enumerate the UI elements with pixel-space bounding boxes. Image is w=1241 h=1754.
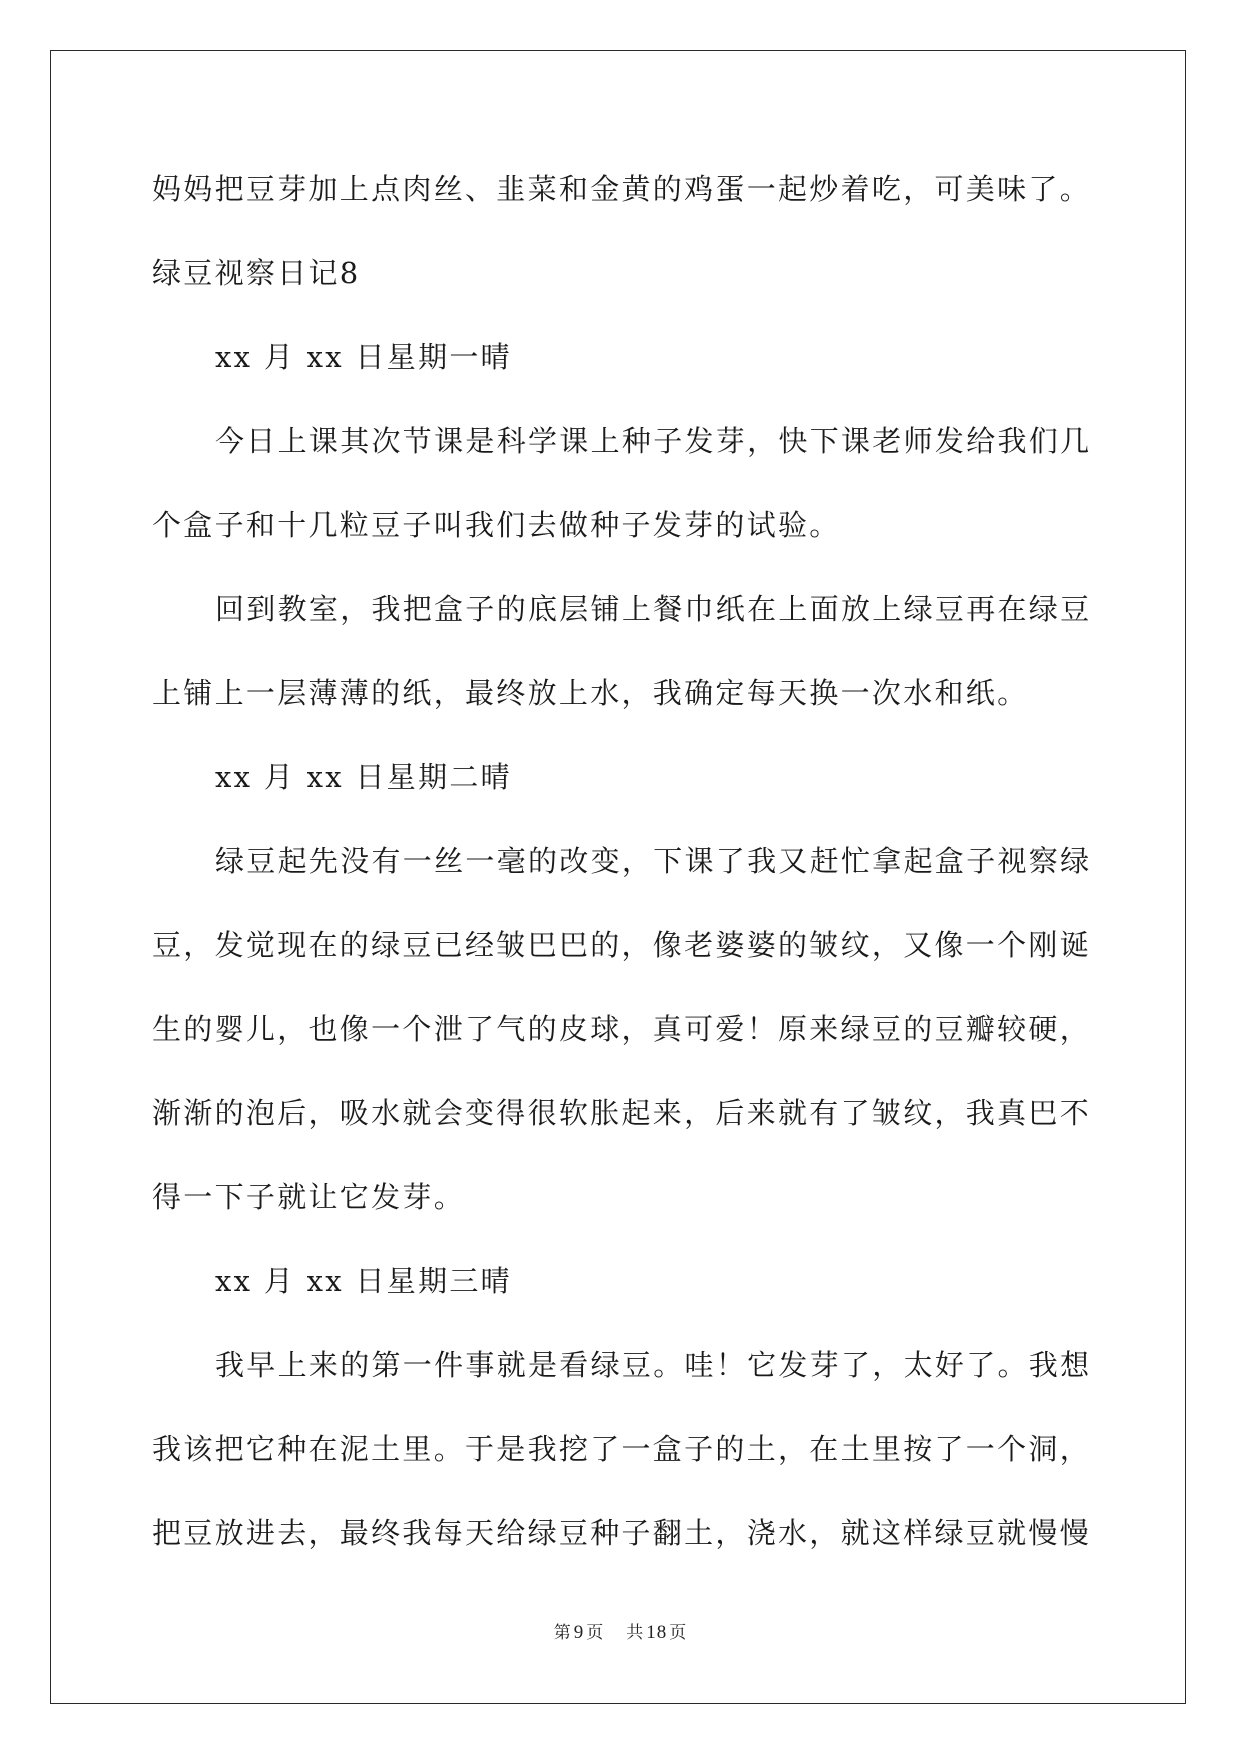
paragraph-line: 妈妈把豆芽加上点肉丝、韭菜和金黄的鸡蛋一起炒着吃，可美味了。 [152,172,1092,206]
paragraph-line: 我该把它种在泥土里。于是我挖了一盒子的土，在土里按了一个洞， [152,1432,1092,1466]
page-unit: 页 [586,1623,605,1643]
paragraph-line: 绿豆起先没有一丝一毫的改变，下课了我又赶忙拿起盒子视察绿 [215,844,1092,878]
paragraph-line: 上铺上一层薄薄的纸，最终放上水，我确定每天换一次水和纸。 [152,676,1029,710]
diary-date: xx 月 xx 日星期三晴 [215,1264,512,1298]
page-number: 9 [573,1622,585,1643]
page-footer [0,1618,1241,1644]
page-prefix: 第 [553,1623,572,1643]
paragraph-line: 渐渐的泡后，吸水就会变得很软胀起来，后来就有了皱纹，我真巴不 [152,1096,1092,1130]
paragraph-line: 把豆放进去，最终我每天给绿豆种子翻土，浇水，就这样绿豆就慢慢 [152,1516,1092,1550]
total-unit: 页 [669,1623,688,1643]
section-title: 绿豆视察日记8 [152,256,361,290]
paragraph-line: 生的婴儿，也像一个泄了气的皮球，真可爱！原来绿豆的豆瓣较硬， [152,1012,1092,1046]
paragraph-line: 得一下子就让它发芽。 [152,1180,466,1214]
paragraph-line: 我早上来的第一件事就是看绿豆。哇！它发芽了，太好了。我想 [215,1348,1092,1382]
diary-date: xx 月 xx 日星期一晴 [215,340,512,374]
diary-date: xx 月 xx 日星期二晴 [215,760,512,794]
paragraph-line: 个盒子和十几粒豆子叫我们去做种子发芽的试验。 [152,508,841,542]
total-prefix: 共 [626,1623,645,1643]
paragraph-line: 今日上课其次节课是科学课上种子发芽，快下课老师发给我们几 [215,424,1092,458]
paragraph-line: 回到教室，我把盒子的底层铺上餐巾纸在上面放上绿豆再在绿豆 [215,592,1092,626]
total-pages: 18 [646,1622,668,1643]
paragraph-line: 豆，发觉现在的绿豆已经皱巴巴的，像老婆婆的皱纹，又像一个刚诞 [152,928,1092,962]
